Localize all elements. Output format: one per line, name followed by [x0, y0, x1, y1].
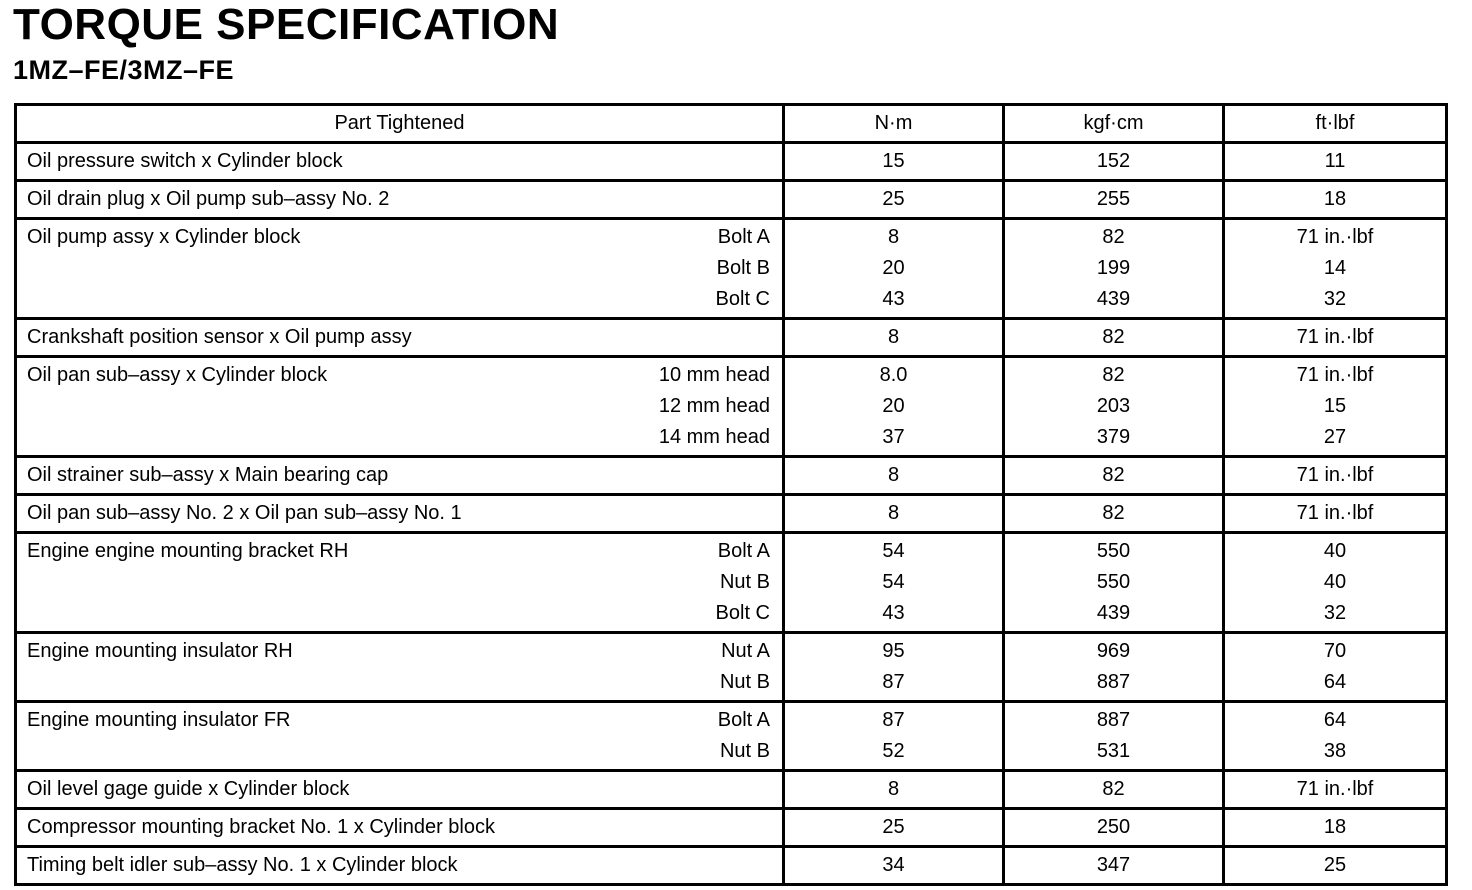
ftlbf-value-cell	[1224, 809, 1447, 847]
nm-value-cell	[784, 319, 1004, 357]
ftlbf-value: 40	[1323, 540, 1347, 562]
part-line	[27, 184, 770, 215]
kgfcm-value: 82	[1102, 464, 1125, 486]
ftlbf-value: 71 in.·lbf	[1296, 778, 1374, 800]
nm-value: 20	[882, 395, 905, 417]
engine-code-subtitle: 1MZ–FE/3MZ–FE	[13, 55, 235, 85]
nm-value-cell	[784, 847, 1004, 885]
nm-value: 25	[882, 188, 905, 210]
nm-value: 43	[882, 602, 905, 624]
ftlbf-value-cell	[1224, 181, 1447, 219]
part-line	[27, 422, 770, 453]
part-name: Engine mounting insulator FR	[27, 709, 291, 731]
table-row	[16, 181, 1447, 219]
fastener-label: Nut B	[719, 740, 770, 762]
nm-value: 54	[882, 540, 905, 562]
ftlbf-value: 14	[1323, 257, 1347, 279]
kgfcm-value-cell	[1004, 702, 1224, 771]
part-line	[27, 667, 770, 698]
fastener-label: Bolt B	[716, 257, 770, 279]
table-row	[16, 219, 1447, 319]
part-name: Compressor mounting bracket No. 1 x Cylinder block	[27, 816, 495, 838]
nm-value-cell	[784, 457, 1004, 495]
part-name: Crankshaft position sensor x Oil pump assy	[27, 326, 412, 348]
ftlbf-value-cell	[1224, 495, 1447, 533]
ftlbf-value-cell	[1224, 533, 1447, 633]
ftlbf-value: 64	[1323, 709, 1347, 731]
ftlbf-value: 71 in.·lbf	[1296, 364, 1374, 386]
kgfcm-value: 255	[1096, 188, 1131, 210]
part-cell	[16, 533, 784, 633]
ftlbf-value: 70	[1323, 640, 1347, 662]
col-header-kgfcm: kgf·cm	[1004, 105, 1224, 143]
nm-value: 15	[882, 150, 905, 172]
fastener-label: Nut B	[719, 671, 770, 693]
part-line	[27, 774, 770, 805]
kgfcm-value: 531	[1096, 740, 1131, 762]
part-name: Oil strainer sub–assy x Main bearing cap	[27, 464, 389, 486]
table-header-row	[16, 105, 1447, 143]
col-header-part: Part Tightened	[16, 105, 784, 143]
part-name: Engine mounting insulator RH	[27, 640, 293, 662]
nm-value: 8.0	[879, 364, 908, 386]
part-cell	[16, 219, 784, 319]
part-line	[27, 636, 770, 667]
table-row	[16, 319, 1447, 357]
kgfcm-value-cell	[1004, 457, 1224, 495]
kgfcm-value: 347	[1096, 854, 1131, 876]
part-name: Oil pan sub–assy x Cylinder block	[27, 364, 328, 386]
nm-value: 8	[887, 502, 900, 524]
ftlbf-value-cell	[1224, 457, 1447, 495]
nm-value: 95	[882, 640, 905, 662]
kgfcm-value: 887	[1096, 709, 1131, 731]
ftlbf-value: 32	[1323, 288, 1347, 310]
part-name: Oil pan sub–assy No. 2 x Oil pan sub–assy No. 1	[27, 502, 462, 524]
col-header-nm: N·m	[784, 105, 1004, 143]
ftlbf-value-cell	[1224, 633, 1447, 702]
table-row	[16, 809, 1447, 847]
kgfcm-value: 152	[1096, 150, 1131, 172]
part-name: Engine engine mounting bracket RH	[27, 540, 349, 562]
part-line	[27, 146, 770, 177]
kgfcm-value: 203	[1096, 395, 1131, 417]
ftlbf-value: 64	[1323, 671, 1347, 693]
kgfcm-value-cell	[1004, 533, 1224, 633]
nm-value: 37	[882, 426, 905, 448]
kgfcm-value-cell	[1004, 633, 1224, 702]
part-line	[27, 284, 770, 315]
kgfcm-value-cell	[1004, 181, 1224, 219]
nm-value-cell	[784, 495, 1004, 533]
part-cell	[16, 181, 784, 219]
kgfcm-value: 82	[1102, 326, 1125, 348]
nm-value: 20	[882, 257, 905, 279]
part-line	[27, 460, 770, 491]
fastener-label: Bolt A	[717, 226, 770, 248]
nm-value: 87	[882, 709, 905, 731]
ftlbf-value: 71 in.·lbf	[1296, 226, 1374, 248]
ftlbf-value-cell	[1224, 319, 1447, 357]
part-line	[27, 812, 770, 843]
ftlbf-value: 18	[1323, 188, 1347, 210]
kgfcm-value: 379	[1096, 426, 1131, 448]
ftlbf-value: 32	[1323, 602, 1347, 624]
part-name: Oil pump assy x Cylinder block	[27, 226, 301, 248]
fastener-label: Bolt C	[715, 288, 770, 310]
ftlbf-value: 18	[1323, 816, 1347, 838]
kgfcm-value: 82	[1102, 364, 1125, 386]
kgfcm-value-cell	[1004, 495, 1224, 533]
ftlbf-value: 71 in.·lbf	[1296, 326, 1374, 348]
nm-value-cell	[784, 533, 1004, 633]
ftlbf-value-cell	[1224, 702, 1447, 771]
part-cell	[16, 702, 784, 771]
ftlbf-value: 71 in.·lbf	[1296, 464, 1374, 486]
kgfcm-value: 887	[1096, 671, 1131, 693]
nm-value-cell	[784, 809, 1004, 847]
col-header-ftlbf: ft·lbf	[1224, 105, 1447, 143]
part-cell	[16, 847, 784, 885]
nm-value: 8	[887, 226, 900, 248]
part-cell	[16, 143, 784, 181]
nm-value-cell	[784, 771, 1004, 809]
table-row	[16, 457, 1447, 495]
ftlbf-value: 38	[1323, 740, 1347, 762]
fastener-label: Nut B	[719, 571, 770, 593]
table-row	[16, 847, 1447, 885]
kgfcm-value-cell	[1004, 809, 1224, 847]
table-row	[16, 702, 1447, 771]
part-cell	[16, 457, 784, 495]
kgfcm-value: 969	[1096, 640, 1131, 662]
ftlbf-value-cell	[1224, 143, 1447, 181]
ftlbf-value-cell	[1224, 219, 1447, 319]
kgfcm-value: 250	[1096, 816, 1131, 838]
nm-value: 8	[887, 326, 900, 348]
nm-value: 54	[882, 571, 905, 593]
kgfcm-value-cell	[1004, 771, 1224, 809]
table-row	[16, 143, 1447, 181]
kgfcm-value-cell	[1004, 219, 1224, 319]
spec-table-body	[16, 143, 1447, 885]
part-line	[27, 567, 770, 598]
nm-value-cell	[784, 633, 1004, 702]
nm-value: 8	[887, 778, 900, 800]
fastener-label: Bolt A	[717, 709, 770, 731]
part-line	[27, 498, 770, 529]
kgfcm-value: 439	[1096, 602, 1131, 624]
ftlbf-value: 25	[1323, 854, 1347, 876]
kgfcm-value-cell	[1004, 357, 1224, 457]
part-line	[27, 705, 770, 736]
ftlbf-value: 71 in.·lbf	[1296, 502, 1374, 524]
part-line	[27, 736, 770, 767]
fastener-label: Bolt A	[717, 540, 770, 562]
part-name: Oil pressure switch x Cylinder block	[27, 150, 343, 172]
nm-value: 8	[887, 464, 900, 486]
ftlbf-value: 27	[1323, 426, 1347, 448]
kgfcm-value: 550	[1096, 540, 1131, 562]
nm-value-cell	[784, 143, 1004, 181]
part-cell	[16, 495, 784, 533]
kgfcm-value: 550	[1096, 571, 1131, 593]
part-line	[27, 536, 770, 567]
part-line	[27, 322, 770, 353]
part-line	[27, 253, 770, 284]
part-cell	[16, 633, 784, 702]
kgfcm-value: 82	[1102, 778, 1125, 800]
part-cell	[16, 357, 784, 457]
nm-value-cell	[784, 219, 1004, 319]
part-cell	[16, 809, 784, 847]
table-row	[16, 357, 1447, 457]
kgfcm-value: 82	[1102, 226, 1125, 248]
part-line	[27, 360, 770, 391]
kgfcm-value: 82	[1102, 502, 1125, 524]
nm-value: 43	[882, 288, 905, 310]
fastener-label: Nut A	[721, 640, 770, 662]
table-row	[16, 495, 1447, 533]
fastener-label: 10 mm head	[658, 364, 770, 386]
part-name: Timing belt idler sub–assy No. 1 x Cylinder block	[27, 854, 458, 876]
nm-value: 52	[882, 740, 905, 762]
fastener-label: 14 mm head	[658, 426, 770, 448]
ftlbf-value: 15	[1323, 395, 1347, 417]
part-line	[27, 222, 770, 253]
fastener-label: 12 mm head	[658, 395, 770, 417]
fastener-label: Bolt C	[715, 602, 770, 624]
part-line	[27, 391, 770, 422]
nm-value-cell	[784, 357, 1004, 457]
part-cell	[16, 771, 784, 809]
ftlbf-value-cell	[1224, 771, 1447, 809]
part-line	[27, 598, 770, 629]
ftlbf-value-cell	[1224, 357, 1447, 457]
kgfcm-value-cell	[1004, 319, 1224, 357]
nm-value-cell	[784, 702, 1004, 771]
nm-value: 34	[882, 854, 905, 876]
nm-value: 25	[882, 816, 905, 838]
ftlbf-value: 11	[1324, 150, 1346, 172]
kgfcm-value: 439	[1096, 288, 1131, 310]
part-name: Oil drain plug x Oil pump sub–assy No. 2	[27, 188, 390, 210]
ftlbf-value: 40	[1323, 571, 1347, 593]
kgfcm-value-cell	[1004, 847, 1224, 885]
table-row	[16, 771, 1447, 809]
table-row	[16, 533, 1447, 633]
kgfcm-value-cell	[1004, 143, 1224, 181]
table-row	[16, 633, 1447, 702]
nm-value: 87	[882, 671, 905, 693]
kgfcm-value: 199	[1096, 257, 1131, 279]
part-line	[27, 850, 770, 881]
torque-spec-table	[14, 103, 1448, 886]
nm-value-cell	[784, 181, 1004, 219]
ftlbf-value-cell	[1224, 847, 1447, 885]
part-name: Oil level gage guide x Cylinder block	[27, 778, 350, 800]
page-title: TORQUE SPECIFICATION	[13, 0, 560, 49]
part-cell	[16, 319, 784, 357]
